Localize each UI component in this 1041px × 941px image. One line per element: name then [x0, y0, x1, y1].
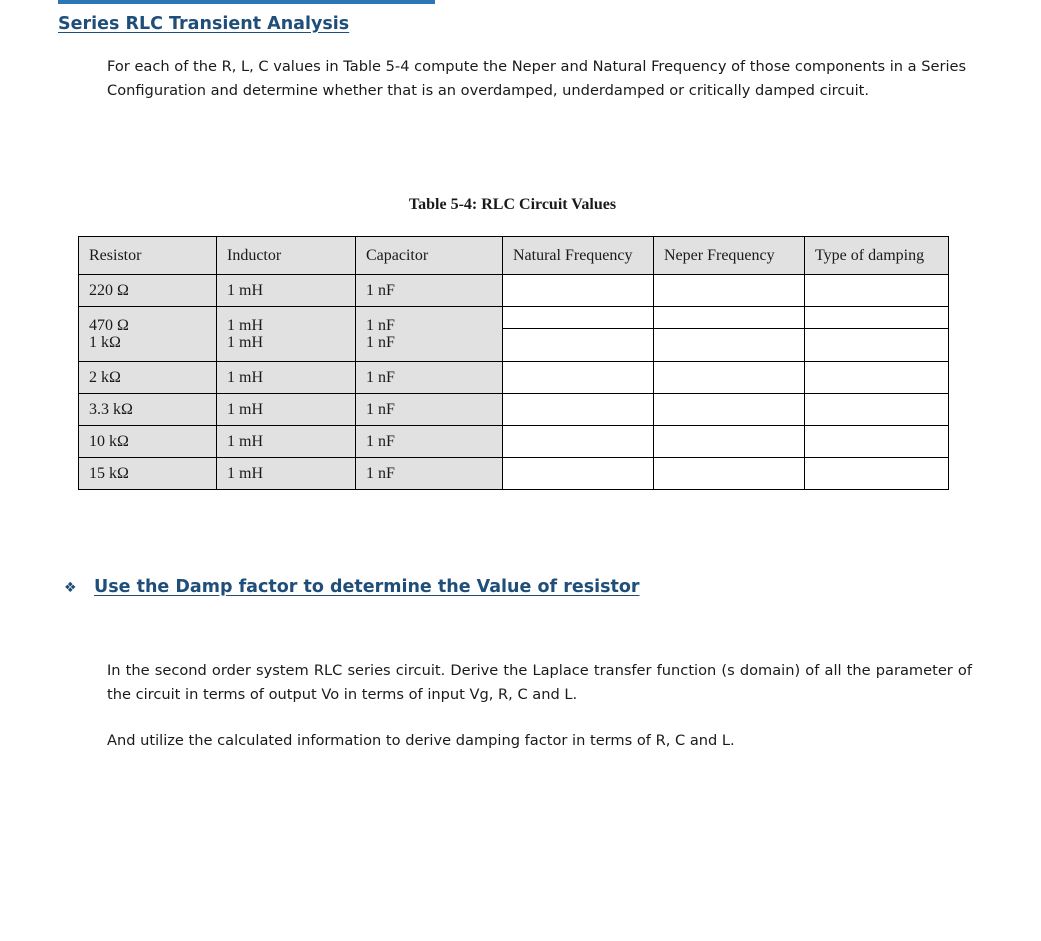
cell-inductor: 1 mH	[217, 426, 356, 458]
cell-damping-type-input[interactable]	[805, 307, 949, 362]
cell-capacitor: 1 nF	[356, 458, 503, 490]
cell-damping-type-input[interactable]	[805, 275, 949, 307]
cell-resistor: 2 kΩ	[79, 362, 217, 394]
cell-neper-frequency-input[interactable]	[654, 458, 805, 490]
header-capacitor: Capacitor	[356, 237, 503, 275]
cell-natural-frequency-input[interactable]	[503, 362, 654, 394]
cell-resistor-line-2: 1 kΩ	[89, 334, 121, 351]
cell-natural-frequency-input[interactable]	[503, 275, 654, 307]
cell-neper-frequency-input[interactable]	[654, 394, 805, 426]
cell-neper-frequency-input[interactable]	[654, 275, 805, 307]
cell-capacitor	[356, 307, 503, 362]
cell-inductor: 1 mH	[217, 458, 356, 490]
table-header-row	[79, 237, 949, 275]
diamond-bullet-icon: ❖	[64, 580, 77, 596]
cell-inductor: 1 mH	[217, 362, 356, 394]
cell-inductor-line-2: 1 mH	[227, 334, 263, 351]
intro-paragraph: For each of the R, L, C values in Table 5-4 compute the Neper and Natural Frequency of those components in a Series Configuration and determine whether that is an overdamped, underdamped or critically damped circuit.	[107, 58, 967, 99]
cell-resistor: 15 kΩ	[79, 458, 217, 490]
header-resistor: Resistor	[79, 237, 217, 275]
rlc-values-table	[78, 236, 949, 490]
header-type-of-damping: Type of damping	[805, 237, 949, 275]
cell-capacitor: 1 nF	[356, 426, 503, 458]
damp-factor-heading-text: Use the Damp factor to determine the Value of resistor	[94, 577, 640, 597]
cell-neper-frequency-input[interactable]	[654, 426, 805, 458]
header-natural-frequency: Natural Frequency	[503, 237, 654, 275]
cell-inductor-line-1: 1 mH	[227, 317, 263, 334]
cell-capacitor-line-1: 1 nF	[366, 317, 395, 334]
table-row	[79, 362, 949, 394]
cell-natural-frequency-input[interactable]	[503, 307, 654, 362]
cell-inductor: 1 mH	[217, 394, 356, 426]
header-neper-frequency: Neper Frequency	[654, 237, 805, 275]
table-caption: Table 5-4: RLC Circuit Values	[408, 196, 617, 213]
cell-natural-frequency-input[interactable]	[503, 458, 654, 490]
laplace-paragraph: In the second order system RLC series circuit. Derive the Laplace transfer function (s domain) of all the parameter of the circuit in terms of output Vo in terms of input Vg, R, C and L.	[107, 662, 972, 703]
cell-resistor-line-1: 470 Ω	[89, 317, 129, 334]
table-row	[79, 458, 949, 490]
table-row	[79, 394, 949, 426]
cell-neper-frequency-input[interactable]	[654, 362, 805, 394]
cell-natural-frequency-input[interactable]	[503, 426, 654, 458]
table-row	[79, 307, 949, 362]
damping-factor-paragraph: And utilize the calculated information to derive damping factor in terms of R, C and L.	[107, 732, 735, 749]
cell-damping-type-input[interactable]	[805, 362, 949, 394]
cell-capacitor: 1 nF	[356, 394, 503, 426]
cell-natural-frequency-input[interactable]	[503, 394, 654, 426]
cell-damping-type-input[interactable]	[805, 394, 949, 426]
cell-neper-frequency-input[interactable]	[654, 307, 805, 362]
table-row	[79, 275, 949, 307]
cell-inductor: 1 mH	[217, 275, 356, 307]
header-inductor: Inductor	[217, 237, 356, 275]
damp-factor-heading	[64, 577, 640, 597]
cell-capacitor-line-2: 1 nF	[366, 334, 395, 351]
cell-damping-type-input[interactable]	[805, 458, 949, 490]
cell-resistor: 3.3 kΩ	[79, 394, 217, 426]
cell-damping-type-input[interactable]	[805, 426, 949, 458]
top-accent-bar	[58, 0, 435, 4]
cell-resistor: 220 Ω	[79, 275, 217, 307]
cell-resistor: 10 kΩ	[79, 426, 217, 458]
cell-capacitor: 1 nF	[356, 275, 503, 307]
cell-inductor	[217, 307, 356, 362]
cell-resistor	[79, 307, 217, 362]
cell-capacitor: 1 nF	[356, 362, 503, 394]
section-heading: Series RLC Transient Analysis	[58, 14, 350, 34]
table-row	[79, 426, 949, 458]
